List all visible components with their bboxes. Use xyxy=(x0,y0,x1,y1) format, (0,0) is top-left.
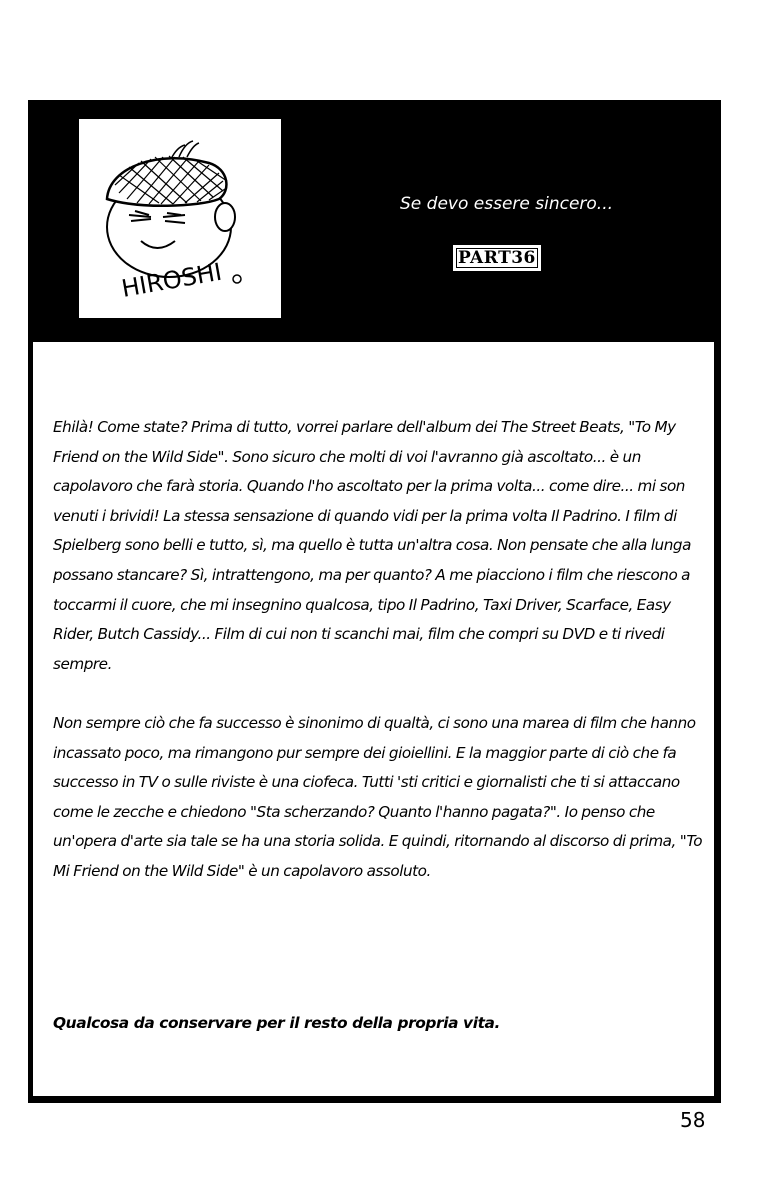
closing-line: Qualcosa da conservare per il resto della propria vita. xyxy=(53,1014,500,1032)
page-number: 58 xyxy=(680,1108,706,1132)
paragraph-2: Non sempre ciò che fa successo è sinonimo di qualtà, ci sono una marea di film che hanno incassato poco, ma rimangono pur sempre dei gioiellini. E la maggior parte di ciò che fa successo in TV o sulle riviste è una ciofeca. Tutti 'sti critici e giornalisti che ti si attaccano come le zecche e chiedono "Sta scherzando? Quanto l'hanno pagata?". Io penso che un'opera d'arte sia tale se ha una storia solida. E quindi, ritornando al discorso di prima, "To Mi Friend on the Wild Side" è un capolavoro assoluto. xyxy=(53,713,703,880)
part-badge: PART36 xyxy=(453,245,541,271)
body-text xyxy=(53,413,708,887)
author-portrait-drawing xyxy=(79,119,281,318)
paragraph-1: Ehilà! Come state? Prima di tutto, vorrei parlare dell'album dei The Street Beats, "To My Friend on the Wild Side". Sono sicuro che molti di voi l'avranno già ascoltato... è un capolavoro che farà storia. Quando l'ho ascoltato per la prima volta... come dire... mi son venuti i brividi! La stessa sensazione di quando vidi per la prima volta Il Padrino. I film di Spielberg sono belli e tutto, sì, ma quello è tutta un'altra cosa. Non pensate che alla lunga possano stancare? Sì, intrattengono, ma per quanto? A me piacciono i film che riescono a toccarmi il cuore, che mi insegnino qualcosa, tipo Il Padrino, Taxi Driver, Scarface, Easy Rider, Butch Cassidy... Film di cui non ti scanchi mai, film che compri su DVD e ti rivedi sempre. xyxy=(53,418,691,673)
column-subtitle: Se devo essere sincero... xyxy=(400,194,614,214)
svg-text:HIROSHI: HIROSHI xyxy=(119,257,224,303)
paragraph-gap xyxy=(53,679,708,709)
author-portrait xyxy=(79,119,281,318)
